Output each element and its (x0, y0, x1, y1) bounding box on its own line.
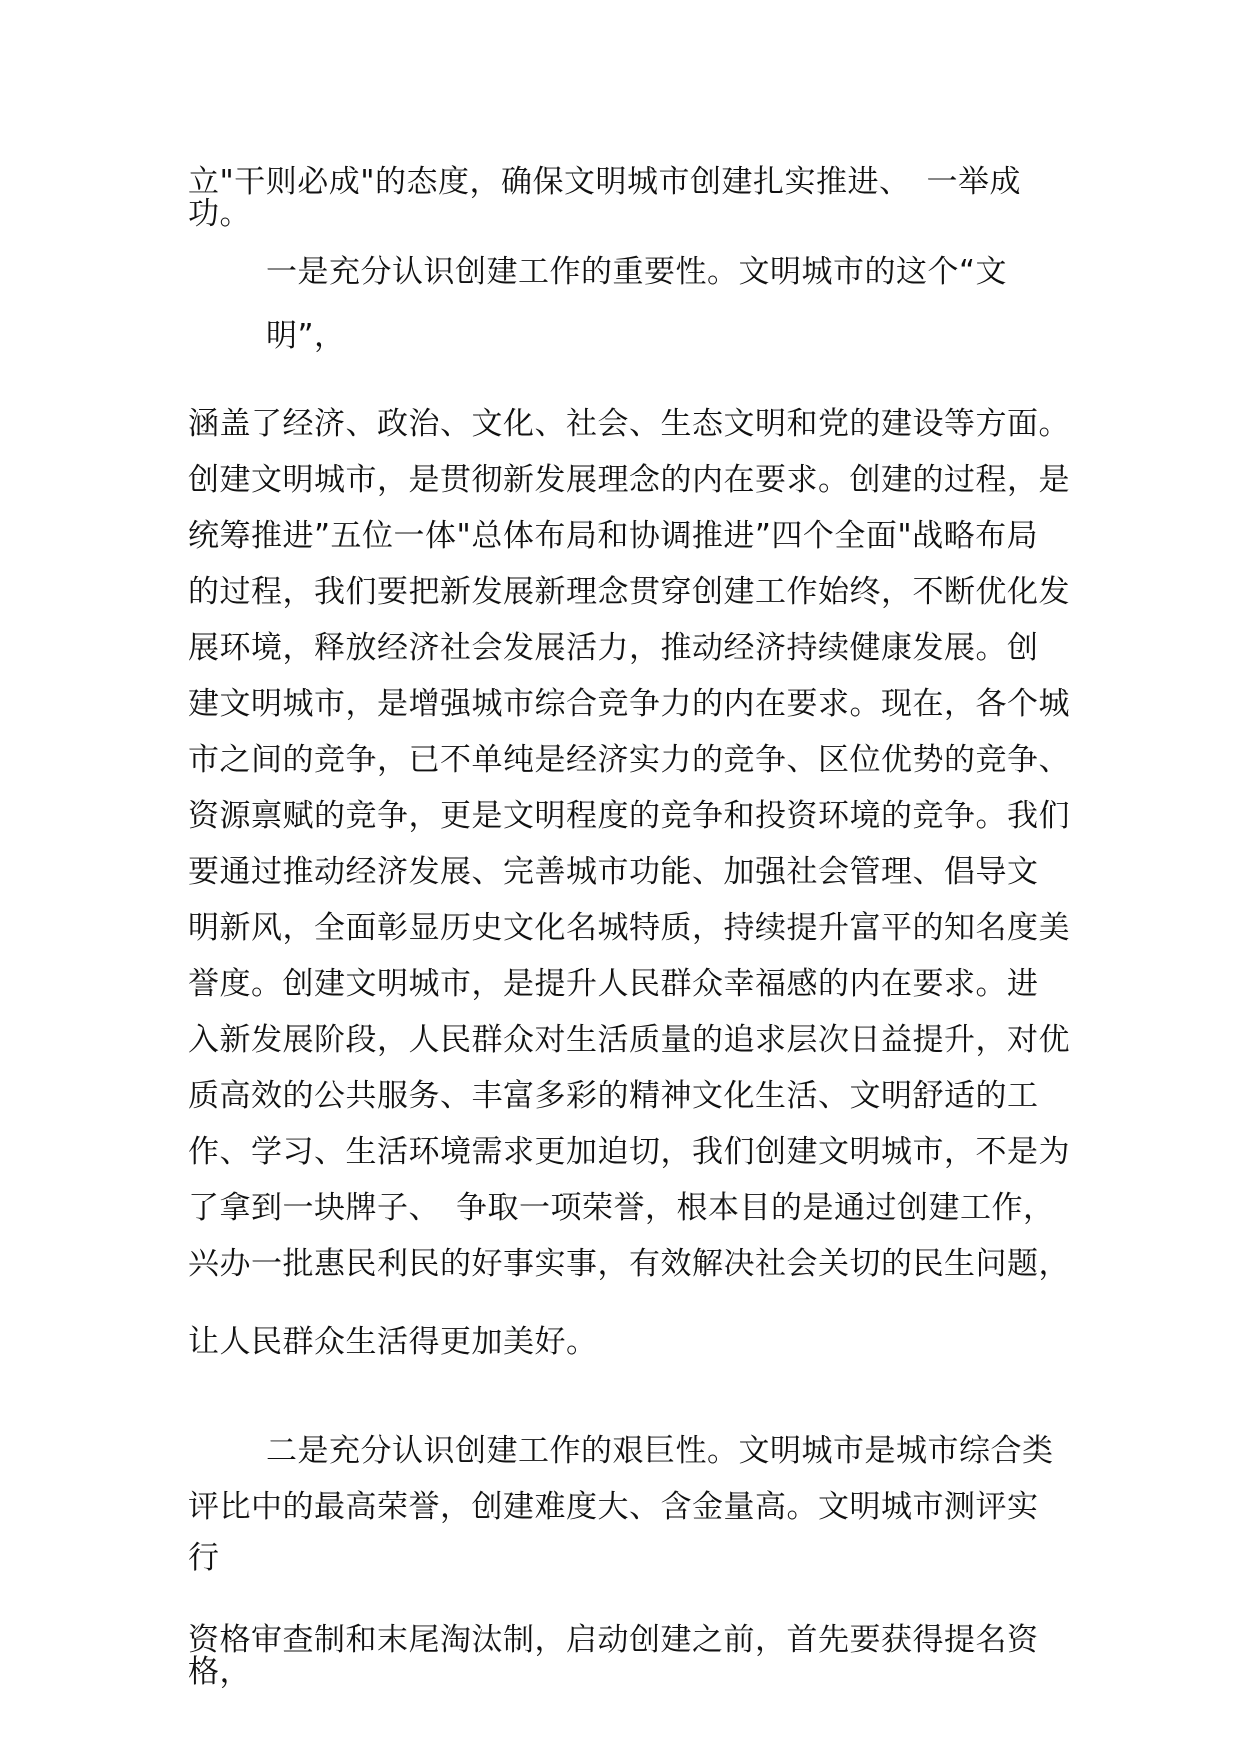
text-line: 资格审查制和末尾淘汰制，启动创建之前，首先要获得提名资 (188, 1622, 1039, 1658)
text-line: 作、学习、生活环境需求更加迫切，我们创建文明城市，不是为 (188, 1134, 1070, 1170)
text-line: 建文明城市，是增强城市综合竞争力的内在要求。现在，各个城 (188, 686, 1070, 722)
text-line: 要通过推动经济发展、完善城市功能、加强社会管理、倡导文 (188, 854, 1039, 890)
text-line: 兴办一批惠民利民的好事实事，有效解决社会关切的民生问题， (188, 1246, 1070, 1282)
paragraph-2-heading: 二是充分认识创建工作的艰巨性。文明城市是城市综合类 (266, 1433, 1054, 1469)
text-line: 入新发展阶段，人民群众对生活质量的追求层次日益提升，对优 (188, 1022, 1070, 1058)
text-line: 功。 (188, 196, 251, 232)
text-line: 明新风，全面彰显历史文化名城特质，持续提升富平的知名度美 (188, 910, 1070, 946)
text-line: 了拿到一块牌子、 争取一项荣誉，根本目的是通过创建工作， (188, 1190, 1055, 1226)
text-line: 市之间的竞争，已不单纯是经济实力的竞争、区位优势的竞争、 (188, 742, 1070, 778)
text-line: 资源禀赋的竞争，更是文明程度的竞争和投资环境的竞争。我们 (188, 798, 1070, 834)
text-line: 创建文明城市，是贯彻新发展理念的内在要求。创建的过程，是 (188, 462, 1070, 498)
text-line: 的过程，我们要把新发展新理念贯穿创建工作始终，不断优化发 (188, 574, 1070, 610)
text-line: 立"干则必成"的态度，确保文明城市创建扎实推进、 一举成 (188, 164, 1022, 200)
text-line: 质高效的公共服务、丰富多彩的精神文化生活、文明舒适的工 (188, 1078, 1039, 1114)
text-line: 评比中的最高荣誉，创建难度大、含金量高。文明城市测评实 (188, 1489, 1039, 1525)
text-line: 行 (188, 1540, 220, 1576)
paragraph-1-heading: 一是充分认识创建工作的重要性。文明城市的这个“文 (266, 254, 1008, 290)
text-line: 展环境，释放经济社会发展活力，推动经济持续健康发展。创 (188, 630, 1039, 666)
text-line: 格， (188, 1654, 251, 1690)
text-line: 誉度。创建文明城市，是提升人民群众幸福感的内在要求。进 (188, 966, 1039, 1002)
text-line: 统筹推进”五位一体"总体布局和协调推进”四个全面"战略布局 (188, 518, 1039, 554)
text-line: 涵盖了经济、政治、文化、社会、生态文明和党的建设等方面。 (188, 406, 1070, 442)
text-line: 让人民群众生活得更加美好。 (188, 1324, 598, 1360)
text-line: 明”， (266, 318, 346, 354)
